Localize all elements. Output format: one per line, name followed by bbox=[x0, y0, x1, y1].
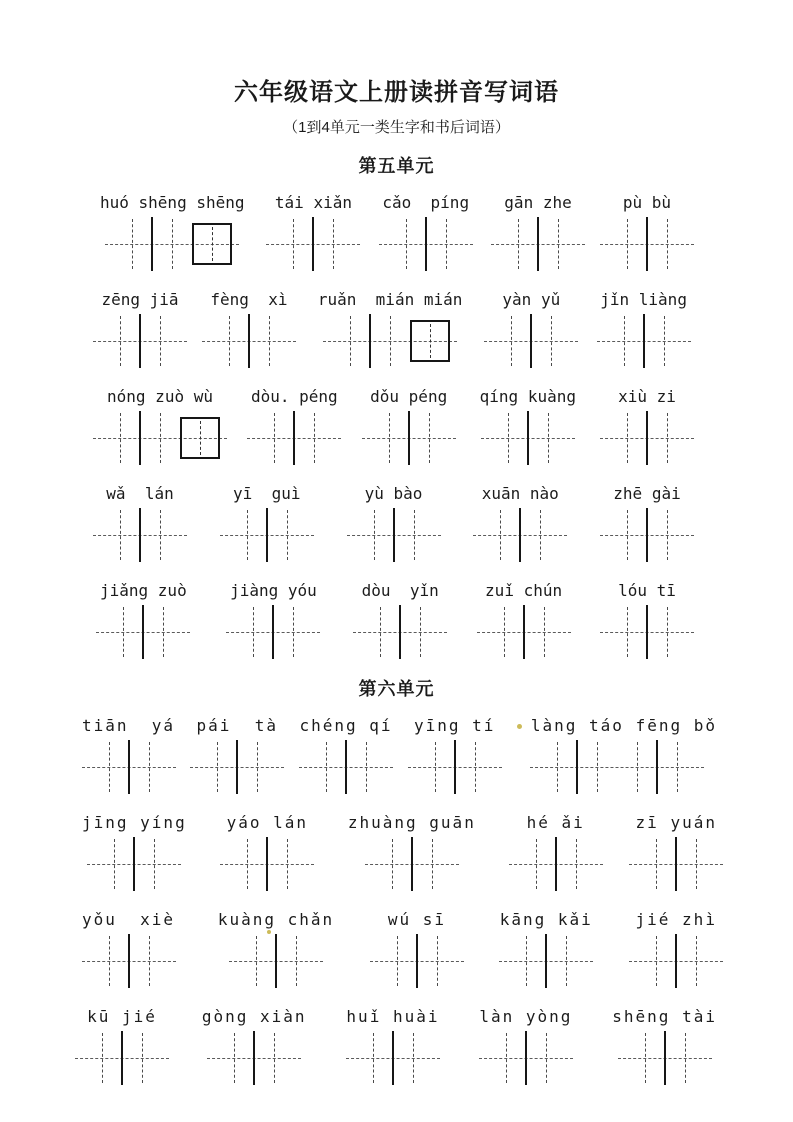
word-unit bbox=[100, 289, 180, 362]
writing-cell bbox=[647, 514, 687, 556]
word-row bbox=[82, 812, 717, 885]
writing-cell bbox=[140, 417, 180, 459]
pinyin-line bbox=[275, 192, 352, 214]
word-unit bbox=[517, 715, 717, 788]
writing-cell bbox=[394, 514, 434, 556]
word-unit bbox=[369, 386, 449, 459]
writing-cell bbox=[484, 611, 524, 653]
writing-cell bbox=[498, 223, 538, 265]
pinyin-word: jīng yíng bbox=[82, 813, 187, 832]
writing-cell bbox=[330, 320, 370, 362]
writing-cell bbox=[360, 611, 400, 653]
pinyin-word: fèng xì bbox=[210, 290, 288, 309]
word-unit bbox=[607, 192, 687, 265]
writing-cell bbox=[604, 320, 644, 362]
pinyin-word: pù bù bbox=[622, 193, 672, 212]
writing-cell bbox=[516, 843, 556, 885]
writing-grid bbox=[491, 320, 571, 362]
writing-cell bbox=[140, 514, 180, 556]
writing-grid bbox=[604, 320, 684, 362]
word-unit bbox=[197, 715, 278, 788]
writing-cell bbox=[122, 1037, 162, 1079]
writing-grid bbox=[415, 746, 495, 788]
writing-cell bbox=[227, 843, 267, 885]
writing-grid bbox=[112, 223, 232, 265]
word-unit bbox=[612, 1006, 717, 1079]
pinyin-word: shēng tài bbox=[612, 1007, 717, 1026]
word-row bbox=[100, 386, 687, 459]
writing-grid bbox=[506, 940, 586, 982]
writing-cell bbox=[607, 611, 647, 653]
writing-cell bbox=[417, 940, 457, 982]
writing-cell bbox=[209, 320, 249, 362]
word-unit bbox=[607, 580, 687, 653]
word-unit bbox=[500, 909, 593, 982]
writing-grid bbox=[607, 417, 687, 459]
writing-cell bbox=[480, 514, 520, 556]
writing-grid bbox=[480, 514, 560, 556]
word-unit bbox=[498, 192, 578, 265]
word-unit bbox=[354, 483, 434, 556]
writing-cell bbox=[625, 1037, 665, 1079]
word-unit bbox=[479, 1006, 572, 1079]
pinyin-line bbox=[480, 386, 576, 408]
writing-cell bbox=[607, 514, 647, 556]
pinyin-word: dòu yǐn bbox=[361, 581, 439, 600]
writing-cell bbox=[617, 746, 657, 788]
pinyin-word: wǎ lán bbox=[106, 484, 174, 503]
pinyin-line bbox=[346, 1006, 439, 1028]
pinyin-line bbox=[636, 909, 717, 931]
writing-cell bbox=[94, 843, 134, 885]
word-unit bbox=[607, 386, 687, 459]
word-row bbox=[100, 580, 687, 653]
word-unit bbox=[82, 715, 175, 788]
word-unit bbox=[318, 289, 463, 362]
writing-cell bbox=[129, 940, 169, 982]
pinyin-word: pái tà bbox=[196, 716, 278, 735]
pinyin-line bbox=[414, 715, 495, 737]
writing-cell bbox=[607, 223, 647, 265]
pinyin-line bbox=[382, 192, 469, 214]
pinyin-word: zēng jiā bbox=[101, 290, 179, 309]
pinyin-word: tiān yá bbox=[82, 716, 176, 735]
pinyin-line bbox=[230, 580, 317, 602]
word-unit bbox=[100, 192, 245, 265]
writing-grid bbox=[354, 514, 434, 556]
pinyin-line bbox=[348, 812, 476, 834]
word-unit bbox=[100, 386, 220, 459]
writing-cell bbox=[524, 611, 564, 653]
writing-cell bbox=[82, 1037, 122, 1079]
writing-cell bbox=[233, 611, 273, 653]
pinyin-word: huó shēng shēng bbox=[100, 193, 245, 212]
word-unit bbox=[348, 812, 476, 885]
writing-cell bbox=[676, 940, 716, 982]
pinyin-line bbox=[233, 483, 300, 505]
writing-cell bbox=[636, 940, 676, 982]
writing-cell bbox=[657, 746, 697, 788]
writing-grid bbox=[625, 1037, 705, 1079]
pinyin-word: qíng kuàng bbox=[479, 387, 576, 406]
writing-cell bbox=[506, 940, 546, 982]
pinyin-word: kāng kǎi bbox=[499, 910, 593, 929]
pinyin-line bbox=[618, 580, 676, 602]
pinyin-line bbox=[636, 812, 717, 834]
word-row bbox=[82, 715, 717, 788]
pinyin-line bbox=[623, 192, 671, 214]
pinyin-word: dòu. péng bbox=[250, 387, 338, 406]
pinyin-line bbox=[202, 1006, 307, 1028]
writing-cell bbox=[294, 417, 334, 459]
writing-cell bbox=[100, 514, 140, 556]
writing-grid bbox=[636, 940, 716, 982]
writing-cell bbox=[665, 1037, 705, 1079]
pinyin-line bbox=[612, 1006, 717, 1028]
writing-cell bbox=[354, 514, 394, 556]
pinyin-word: yīng tí bbox=[413, 716, 496, 735]
pinyin-word: zhē gài bbox=[613, 484, 681, 503]
pinyin-line bbox=[299, 715, 392, 737]
pinyin-word: cǎo píng bbox=[382, 193, 470, 212]
sections-container bbox=[0, 154, 793, 1079]
writing-cell bbox=[254, 417, 294, 459]
writing-cell bbox=[249, 320, 289, 362]
pinyin-word: hé ǎi bbox=[526, 813, 585, 832]
speck-artifact bbox=[517, 724, 522, 729]
pinyin-word: lóu tī bbox=[618, 581, 676, 600]
writing-cell bbox=[140, 320, 180, 362]
section-heading: 第五单元 bbox=[358, 156, 435, 176]
pinyin-word: dǒu péng bbox=[370, 387, 448, 406]
writing-cell bbox=[455, 746, 495, 788]
writing-cell bbox=[346, 746, 386, 788]
pinyin-line bbox=[600, 289, 687, 311]
writing-cell-boxed bbox=[180, 417, 220, 459]
pinyin-line bbox=[106, 483, 173, 505]
writing-cell bbox=[129, 746, 169, 788]
writing-cell bbox=[237, 746, 277, 788]
pinyin-word: jiǎng zuò bbox=[100, 581, 187, 600]
writing-grid bbox=[89, 940, 169, 982]
writing-grid bbox=[89, 746, 169, 788]
writing-grid bbox=[254, 417, 334, 459]
writing-cell bbox=[267, 843, 307, 885]
writing-cell bbox=[369, 417, 409, 459]
pinyin-line bbox=[370, 386, 447, 408]
writing-grid bbox=[330, 320, 450, 362]
writing-cell bbox=[647, 611, 687, 653]
pinyin-line bbox=[517, 715, 717, 737]
writing-grid bbox=[209, 320, 289, 362]
word-row bbox=[100, 192, 687, 265]
word-unit bbox=[299, 715, 392, 788]
word-unit bbox=[607, 483, 687, 556]
pinyin-word: gān zhe bbox=[504, 193, 572, 212]
pinyin-line bbox=[482, 483, 559, 505]
word-unit bbox=[251, 386, 338, 459]
word-unit bbox=[100, 580, 187, 653]
writing-cell bbox=[143, 611, 183, 653]
writing-cell bbox=[273, 611, 313, 653]
pinyin-line bbox=[527, 812, 585, 834]
writing-cell bbox=[531, 320, 571, 362]
word-unit bbox=[230, 580, 317, 653]
writing-cell bbox=[526, 1037, 566, 1079]
pinyin-word: yù bào bbox=[364, 484, 423, 503]
pinyin-word: huǐ huài bbox=[346, 1007, 440, 1026]
pinyin-line bbox=[227, 812, 308, 834]
word-unit bbox=[480, 386, 576, 459]
writing-cell bbox=[636, 843, 676, 885]
writing-cell bbox=[386, 223, 426, 265]
writing-grid bbox=[607, 611, 687, 653]
pinyin-word: jǐn liàng bbox=[600, 290, 687, 309]
page-title: 六年级语文上册读拼音写词语 bbox=[234, 79, 559, 106]
pinyin-word: yàn yǔ bbox=[502, 290, 561, 309]
word-unit bbox=[636, 909, 717, 982]
writing-cell bbox=[607, 417, 647, 459]
writing-cell bbox=[89, 940, 129, 982]
pinyin-word: gòng xiàn bbox=[201, 1007, 307, 1026]
pinyin-line bbox=[504, 192, 571, 214]
pinyin-line bbox=[618, 386, 676, 408]
writing-grid bbox=[607, 223, 687, 265]
writing-grid bbox=[484, 611, 564, 653]
word-unit bbox=[218, 909, 334, 982]
writing-grid bbox=[227, 843, 307, 885]
pinyin-line bbox=[100, 580, 187, 602]
writing-grid bbox=[607, 514, 687, 556]
writing-cell bbox=[214, 1037, 254, 1079]
pinyin-line bbox=[101, 289, 178, 311]
pinyin-line bbox=[388, 909, 446, 931]
word-unit bbox=[202, 1006, 307, 1079]
pinyin-word: kuàng chǎn bbox=[217, 910, 335, 929]
pinyin-line bbox=[210, 289, 287, 311]
writing-cell bbox=[556, 843, 596, 885]
writing-grid bbox=[100, 514, 180, 556]
writing-grid bbox=[100, 320, 180, 362]
word-unit bbox=[82, 812, 187, 885]
writing-cell bbox=[100, 417, 140, 459]
writing-grid bbox=[94, 843, 174, 885]
pinyin-word: xiù zi bbox=[618, 387, 676, 406]
pinyin-line bbox=[100, 192, 245, 214]
pinyin-line bbox=[318, 289, 463, 311]
writing-cell bbox=[647, 223, 687, 265]
word-unit bbox=[82, 1006, 162, 1079]
writing-grid bbox=[197, 746, 277, 788]
writing-cell bbox=[112, 223, 152, 265]
writing-grid bbox=[103, 611, 183, 653]
word-unit bbox=[273, 192, 353, 265]
writing-cell bbox=[103, 611, 143, 653]
pinyin-word: zuǐ chún bbox=[485, 581, 563, 600]
writing-cell bbox=[273, 223, 313, 265]
writing-cell bbox=[400, 611, 440, 653]
writing-cell bbox=[415, 746, 455, 788]
pinyin-line bbox=[251, 386, 338, 408]
word-unit bbox=[480, 483, 560, 556]
writing-grid bbox=[233, 611, 313, 653]
word-unit bbox=[82, 909, 175, 982]
writing-grid bbox=[377, 940, 457, 982]
writing-grid bbox=[372, 843, 452, 885]
writing-cell bbox=[409, 417, 449, 459]
pinyin-line bbox=[613, 483, 680, 505]
writing-cell bbox=[134, 843, 174, 885]
writing-grid bbox=[360, 611, 440, 653]
writing-grid bbox=[273, 223, 353, 265]
writing-cell bbox=[393, 1037, 433, 1079]
pinyin-word: làn yòng bbox=[479, 1007, 573, 1026]
writing-cell bbox=[89, 746, 129, 788]
word-unit bbox=[484, 580, 564, 653]
writing-grid bbox=[516, 843, 596, 885]
word-row bbox=[100, 289, 687, 362]
writing-cell bbox=[546, 940, 586, 982]
pinyin-word: jié zhì bbox=[635, 910, 717, 929]
writing-grid bbox=[488, 417, 568, 459]
writing-cell bbox=[644, 320, 684, 362]
writing-cell bbox=[313, 223, 353, 265]
word-unit bbox=[600, 289, 687, 362]
word-row bbox=[82, 909, 717, 982]
pinyin-word: yǒu xiè bbox=[82, 910, 176, 929]
writing-grid bbox=[306, 746, 386, 788]
word-unit bbox=[209, 289, 289, 362]
pinyin-line bbox=[500, 909, 593, 931]
pinyin-word: ruǎn mián mián bbox=[317, 290, 463, 309]
word-unit bbox=[382, 192, 469, 265]
writing-cell-boxed bbox=[192, 223, 232, 265]
writing-cell bbox=[537, 746, 577, 788]
writing-cell bbox=[528, 417, 568, 459]
writing-cell bbox=[647, 417, 687, 459]
word-unit bbox=[360, 580, 440, 653]
writing-cell bbox=[227, 514, 267, 556]
pinyin-line bbox=[87, 1006, 157, 1028]
pinyin-line bbox=[197, 715, 278, 737]
writing-grid bbox=[537, 746, 697, 788]
writing-grid bbox=[214, 1037, 294, 1079]
writing-grid bbox=[486, 1037, 566, 1079]
writing-cell bbox=[676, 843, 716, 885]
writing-cell bbox=[254, 1037, 294, 1079]
pinyin-word: nóng zuò wù bbox=[107, 387, 213, 406]
writing-cell bbox=[353, 1037, 393, 1079]
section-heading: 第六单元 bbox=[358, 679, 435, 699]
writing-grid bbox=[369, 417, 449, 459]
writing-cell bbox=[372, 843, 412, 885]
pinyin-line bbox=[485, 580, 562, 602]
writing-grid bbox=[386, 223, 466, 265]
word-row bbox=[82, 1006, 717, 1079]
writing-cell bbox=[236, 940, 276, 982]
word-unit bbox=[516, 812, 596, 885]
word-unit bbox=[491, 289, 571, 362]
writing-cell bbox=[306, 746, 346, 788]
pinyin-line bbox=[82, 909, 175, 931]
writing-cell bbox=[267, 514, 307, 556]
pinyin-word: xuān nào bbox=[481, 484, 559, 503]
writing-cell-boxed bbox=[410, 320, 450, 362]
unit-section bbox=[0, 154, 793, 653]
writing-cell bbox=[412, 843, 452, 885]
writing-cell bbox=[276, 940, 316, 982]
pinyin-word: jiàng yóu bbox=[230, 581, 317, 600]
writing-cell bbox=[152, 223, 192, 265]
page-subtitle: （1到4单元一类生字和书后词语） bbox=[283, 119, 510, 136]
writing-cell bbox=[520, 514, 560, 556]
writing-cell bbox=[197, 746, 237, 788]
pinyin-line bbox=[365, 483, 423, 505]
word-unit bbox=[346, 1006, 439, 1079]
pinyin-word: tái xiǎn bbox=[274, 193, 352, 212]
word-unit bbox=[636, 812, 717, 885]
pinyin-word: yáo lán bbox=[226, 813, 308, 832]
writing-grid bbox=[236, 940, 316, 982]
pinyin-line bbox=[362, 580, 439, 602]
writing-cell bbox=[577, 746, 617, 788]
writing-cell bbox=[488, 417, 528, 459]
writing-grid bbox=[227, 514, 307, 556]
pinyin-word: làng táo fēng bǒ bbox=[530, 716, 717, 735]
pinyin-line bbox=[218, 909, 334, 931]
unit-section bbox=[0, 677, 793, 1079]
writing-grid bbox=[353, 1037, 433, 1079]
writing-grid bbox=[498, 223, 578, 265]
pinyin-word: chéng qí bbox=[299, 716, 393, 735]
writing-grid bbox=[636, 843, 716, 885]
pinyin-line bbox=[479, 1006, 572, 1028]
writing-cell bbox=[100, 320, 140, 362]
writing-grid bbox=[100, 417, 220, 459]
pinyin-word: yī guì bbox=[233, 484, 301, 503]
word-unit bbox=[100, 483, 180, 556]
pinyin-word: zī yuán bbox=[635, 813, 717, 832]
pinyin-line bbox=[82, 812, 187, 834]
word-unit bbox=[377, 909, 457, 982]
pinyin-word: kū jié bbox=[87, 1007, 157, 1026]
word-row bbox=[100, 483, 687, 556]
word-unit bbox=[227, 483, 307, 556]
speck-artifact bbox=[267, 930, 271, 934]
writing-cell bbox=[538, 223, 578, 265]
pinyin-line bbox=[502, 289, 560, 311]
word-unit bbox=[227, 812, 308, 885]
writing-cell bbox=[377, 940, 417, 982]
writing-grid bbox=[82, 1037, 162, 1079]
pinyin-line bbox=[82, 715, 175, 737]
writing-cell bbox=[370, 320, 410, 362]
pinyin-word: wú sī bbox=[387, 910, 446, 929]
writing-cell bbox=[486, 1037, 526, 1079]
pinyin-line bbox=[107, 386, 213, 408]
writing-cell bbox=[491, 320, 531, 362]
writing-cell bbox=[426, 223, 466, 265]
pinyin-word: zhuàng guān bbox=[347, 813, 476, 832]
word-unit bbox=[414, 715, 495, 788]
